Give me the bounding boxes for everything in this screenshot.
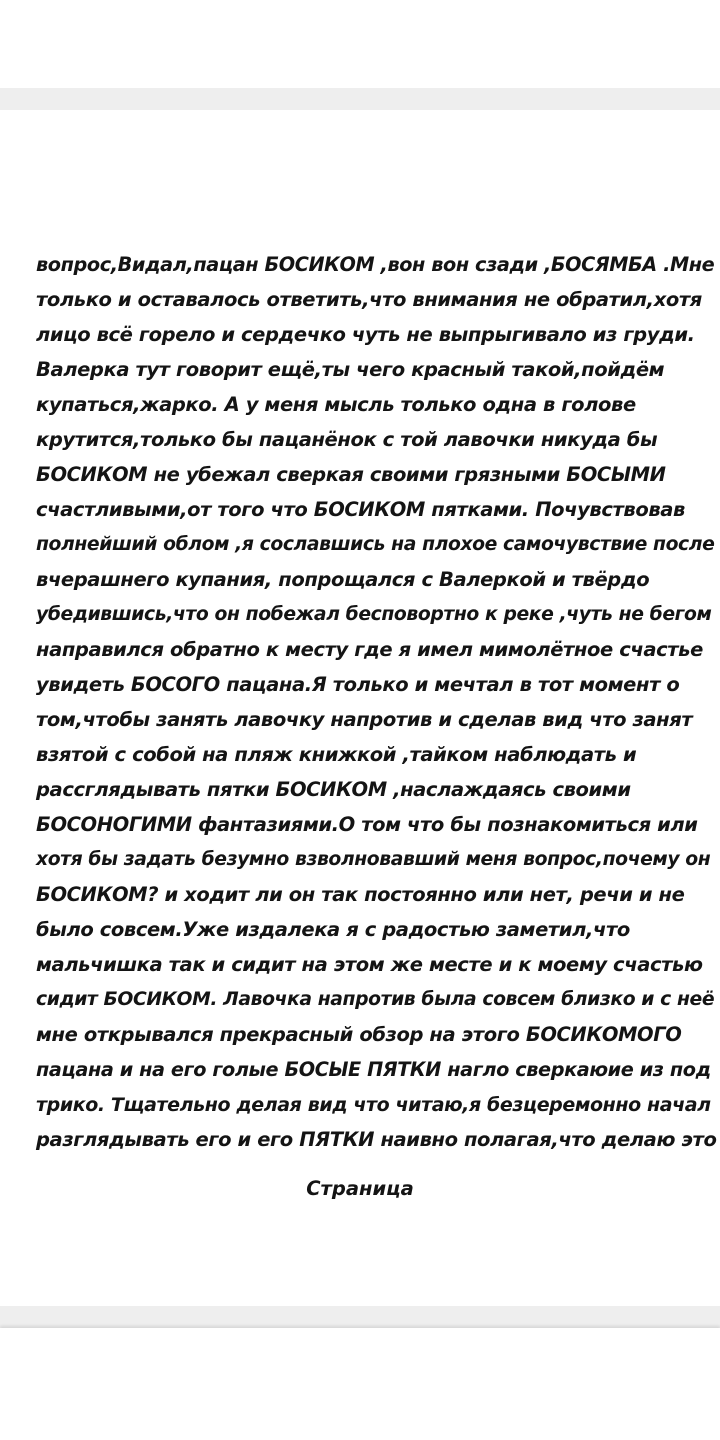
- text-line: трико. Тщательно делая вид что читаю,я безцеремонно начал: [36, 1094, 711, 1116]
- text-line: хотя бы задать безумно взволновавший меня вопрос,почему он: [36, 849, 711, 870]
- text-line: вопрос,Видал,пацан БОСИКОМ ,вон вон сзади ,БОСЯМБА .Мне: [36, 253, 715, 276]
- text-line: лицо всё горело и сердечко чуть не выпрыгивало из груди.: [36, 323, 695, 346]
- text-line: полнейший облом ,я сославшись на плохое самочувствие после: [36, 534, 715, 555]
- previous-page: [0, 0, 720, 88]
- text-line: разглядывать его и его ПЯТКИ наивно полагая,что делаю это: [36, 1128, 717, 1151]
- text-line: сидит БОСИКОМ. Лавочка напротив была совсем близко и с неё: [36, 989, 715, 1010]
- text-line: БОСОНОГИМИ фантазиями.О том что бы познакомиться или: [36, 813, 698, 836]
- text-line: мальчишка так и сидит на этом же месте и к моему счастью: [36, 953, 703, 976]
- text-line: БОСИКОМ? и ходит ли он так постоянно или нет, речи и не: [36, 883, 685, 906]
- text-line: взятой с собой на пляж книжкой ,тайком наблюдать и: [36, 743, 637, 766]
- text-line: увидеть БОСОГО пацана.Я только и мечтал в тот момент о: [36, 673, 680, 696]
- text-line: мне открывался прекрасный обзор на этого БОСИКОМОГО: [36, 1023, 682, 1046]
- text-line: рассглядывать пятки БОСИКОМ ,наслаждаясь своими: [36, 778, 631, 801]
- text-line: было совсем.Уже издалека я с радостью заметил,что: [36, 918, 630, 941]
- text-line: только и оставалось ответить,что внимания не обратил,хотя: [36, 288, 702, 311]
- page-separator: [0, 88, 720, 110]
- text-line: убедившись,что он побежал бесповортно к реке ,чуть не бегом: [36, 604, 712, 625]
- text-line: направился обратно к месту где я имел мимолётное счастье: [36, 638, 703, 661]
- text-line: пацана и на его голые БОСЫЕ ПЯТКИ нагло сверкаюие из под: [36, 1058, 711, 1081]
- text-line: крутится,только бы пацанёнок с той лавочки никуда бы: [36, 428, 658, 451]
- text-line: Валерка тут говорит ещё,ты чего красный такой,пойдём: [36, 358, 665, 381]
- page-footer: Страница: [306, 1177, 414, 1200]
- next-page: [0, 1328, 720, 1440]
- text-line: купаться,жарко. А у меня мысль только одна в голове: [36, 393, 636, 416]
- page-separator: [0, 1306, 720, 1328]
- text-line: том,чтобы занять лавочку напротив и сделав вид что занят: [36, 708, 693, 731]
- text-line: счастливыми,от того что БОСИКОМ пятками. Почувствовав: [36, 498, 685, 521]
- text-line: БОСИКОМ не убежал сверкая своими грязными БОСЫМИ: [36, 463, 666, 486]
- document-page: [0, 110, 720, 1306]
- text-line: вчерашнего купания, попрощался с Валеркой и твёрдо: [36, 568, 650, 591]
